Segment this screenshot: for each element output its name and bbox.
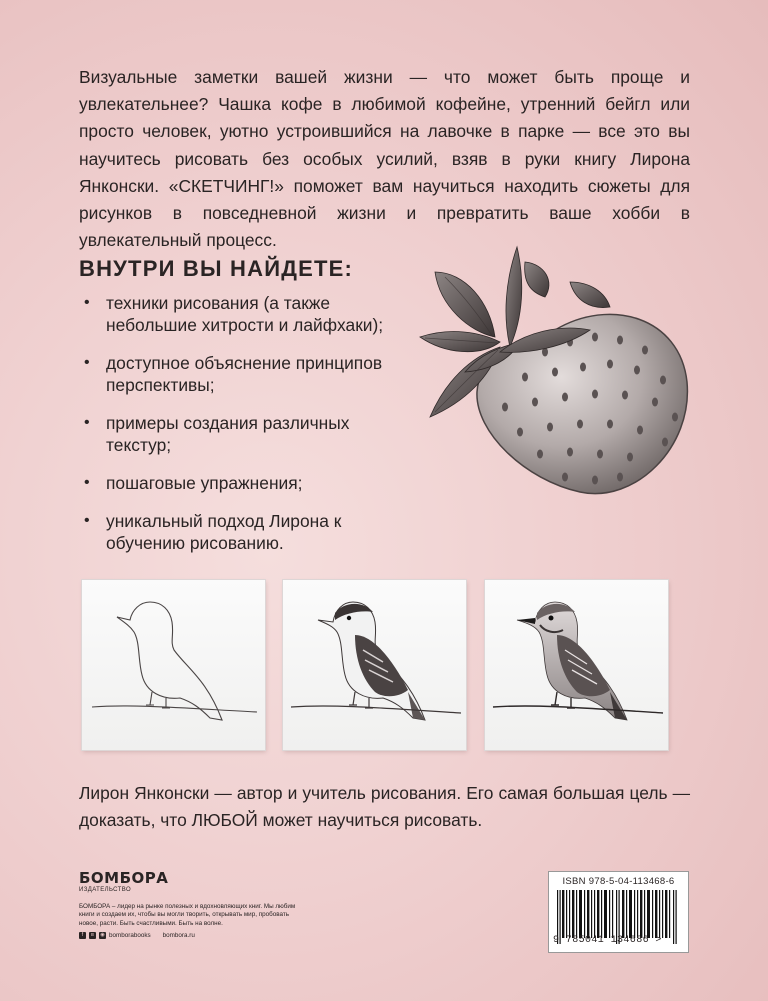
isbn-label: ISBN 978-5-04-113468-6 — [562, 876, 675, 887]
intro-paragraph: Визуальные заметки вашей жизни — что может быть проще и увлекательнее? Чашка кофе в любимой кофейне, утренний бейгл или просто человек, уютно устроившийся на лавочке в парке — все это вы научитесь рисовать без особых усилий, взяв в руки книгу Лирона Янконски. «СКЕТЧИНГ!» поможет вам научиться находить сюжеты для рисунков в повседневной жизни и превратить ваше хобби в увлекательный процесс. — [79, 67, 690, 251]
facebook-icon[interactable]: f — [79, 932, 86, 939]
instagram-icon[interactable]: ◉ — [100, 932, 105, 939]
publisher-logo: БОМБОРА — [79, 869, 169, 887]
strawberry-illustration — [405, 242, 690, 532]
social-links — [79, 932, 329, 939]
isbn-barcode — [548, 871, 689, 953]
website-link[interactable]: bombora.ru — [162, 932, 195, 940]
feature-list — [82, 292, 412, 570]
feature-item: • уникальный подход Лирона к обучению рисованию. — [82, 510, 412, 554]
publisher-block — [79, 870, 329, 939]
drawing-step-3 — [485, 580, 668, 750]
feature-item: • пошаговые упражнения; — [82, 472, 412, 494]
social-handle[interactable]: bomborabooks — [109, 932, 151, 940]
vk-icon[interactable]: в — [89, 932, 96, 939]
section-title: ВНУТРИ ВЫ НАЙДЕТЕ: — [79, 256, 354, 281]
feature-item: • техники рисования (а также небольшие хитрости и лайфхаки); — [82, 292, 412, 336]
author-paragraph: Лирон Янконски — автор и учитель рисования. Его самая большая цель — доказать, что ЛЮБОЙ может научиться рисовать. — [79, 783, 690, 831]
feature-item: • примеры создания различных текстур; — [82, 412, 412, 456]
isbn-digits: 9 785041 134686 > — [553, 935, 662, 946]
publisher-description: БОМБОРА – лидер на рынке полезных и вдохновляющих книг. Мы любим книги и создаем их, чтобы вы могли творить, открывать мир, пробовать новое, расти. Быть счастливыми. Быть на волне. — [79, 903, 296, 927]
publisher-logo-subtitle: ИЗДАТЕЛЬСТВО — [79, 887, 132, 893]
feature-item: • доступное объяснение принципов перспективы; — [82, 352, 412, 396]
drawing-step-1 — [82, 580, 265, 750]
drawing-step-2 — [283, 580, 466, 750]
